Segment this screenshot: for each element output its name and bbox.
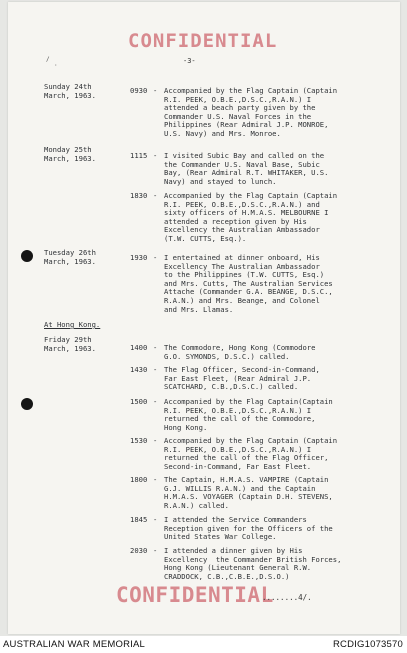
entry-text: Accompanied by the Flag Captain (Captain R.I. PEEK, O.B.E.,D.S.C.,R.A.N.) and sixty officers of H.M.A.S. MELBOURNE I attended a reception given by His Excellency the Australian Ambassador (T.W. CUTTS, Esq.). xyxy=(164,191,338,243)
date-friday-29: Friday 29th March, 1963. xyxy=(44,335,96,353)
page-number: -3- xyxy=(183,57,196,65)
entry-time: 1930 xyxy=(130,253,148,262)
entry-text: The Flag Officer, Second-in-Command, Far East Fleet, (Rear Admiral J.P. SCATCHARD, C.B.,D.S.C.) called. xyxy=(164,365,320,392)
entry-text: The Captain, H.M.A.S. VAMPIRE (Captain G.J. WILLIS R.A.N.) and the Captain H.M.A.S. VOYAGER (Captain D.H. STEVENS, R.A.N.) called. xyxy=(164,475,333,510)
entry-time: 1400 xyxy=(130,343,148,352)
confidential-stamp-bottom: CONFIDENTIAL xyxy=(116,583,274,607)
date-tuesday-26: Tuesday 26th March, 1963. xyxy=(44,248,96,266)
entry-dash: - xyxy=(153,365,158,374)
date-monday-25: Monday 25th March, 1963. xyxy=(44,145,96,163)
punch-hole xyxy=(21,398,33,410)
punch-hole xyxy=(21,250,33,262)
entry-time: 1830 xyxy=(130,191,148,200)
confidential-stamp-top: CONFIDENTIAL xyxy=(128,30,278,52)
entry-text: I entertained at dinner onboard, His Excellency The Australian Ambassador to the Philippines (T.W. CUTTS, Esq.) and Mrs. Cutts, The Australian Services Attache (Commander G.A. BEANGE, D.S.C., R.A.N.) and Mrs. Beange, and Colonel and Mrs. Llamas. xyxy=(164,253,333,314)
continuation-marker: ........4/. xyxy=(262,593,312,602)
entry-dash: - xyxy=(153,475,158,484)
entry-time: 1800 xyxy=(130,475,148,484)
entry-time: 1845 xyxy=(130,515,148,524)
entry-time: 0930 xyxy=(130,86,148,95)
margin-mark: / xyxy=(46,56,50,63)
entry-dash: - xyxy=(153,86,158,95)
date-sunday-24: Sunday 24th March, 1963. xyxy=(44,82,96,100)
entry-text: I attended the Service Commanders Reception given for the Officers of the United States War College. xyxy=(164,515,333,542)
entry-text: Accompanied by the Flag Captain (Captain R.I. PEEK, O.B.E.,D.S.C.,R.A.N.) I returned the call of the Flag Officer, Second-in-Command, Far East Fleet. xyxy=(164,436,338,471)
archive-footer xyxy=(0,636,407,653)
entry-text: I attended a dinner given by His Excellency the Commander British Forces, Hong Kong (Lieutenant General R.W. CRADDOCK, C.B.,C.B.E.,D.S.O.) xyxy=(164,546,342,581)
archive-id: RCDIG1073570 xyxy=(333,639,403,650)
entry-text: The Commodore, Hong Kong (Commodore G.O. SYMONDS, D.S.C.) called. xyxy=(164,343,316,361)
entry-time: 1115 xyxy=(130,151,148,160)
entry-dash: - xyxy=(153,397,158,406)
entry-text: Accompanied by the Flag Captain (Captain R.I. PEEK, O.B.E.,D.S.C.,R.A.N.) I attended a beach party given by the Commander U.S. Naval Forces in the Philippines (Rear Admiral J.P. MONROE, U.S. Navy) and Mrs. Monroe. xyxy=(164,86,338,138)
location-heading: At Hong Kong. xyxy=(44,320,101,329)
entry-dash: - xyxy=(153,546,158,555)
entry-text: I visited Subic Bay and called on the the Commander U.S. Naval Base, Subic Bay, (Rear Admiral R.T. WHITAKER, U.S. Navy) and stayed to lunch. xyxy=(164,151,329,186)
entry-dash: - xyxy=(153,436,158,445)
archive-name: AUSTRALIAN WAR MEMORIAL xyxy=(3,639,146,650)
margin-mark: · xyxy=(54,62,58,69)
entry-dash: - xyxy=(153,343,158,352)
entry-time: 1500 xyxy=(130,397,148,406)
entry-dash: - xyxy=(153,191,158,200)
entry-dash: - xyxy=(153,253,158,262)
entry-dash: - xyxy=(153,151,158,160)
entry-dash: - xyxy=(153,515,158,524)
entry-text: Accompanied by the Flag Captain(Captain R.I. PEEK, O.B.E.,D.S.C.,R.A.N.) I returned the call of the Commodore, Hong Kong. xyxy=(164,397,333,432)
entry-time: 1430 xyxy=(130,365,148,374)
entry-time: 1530 xyxy=(130,436,148,445)
entry-time: 2030 xyxy=(130,546,148,555)
